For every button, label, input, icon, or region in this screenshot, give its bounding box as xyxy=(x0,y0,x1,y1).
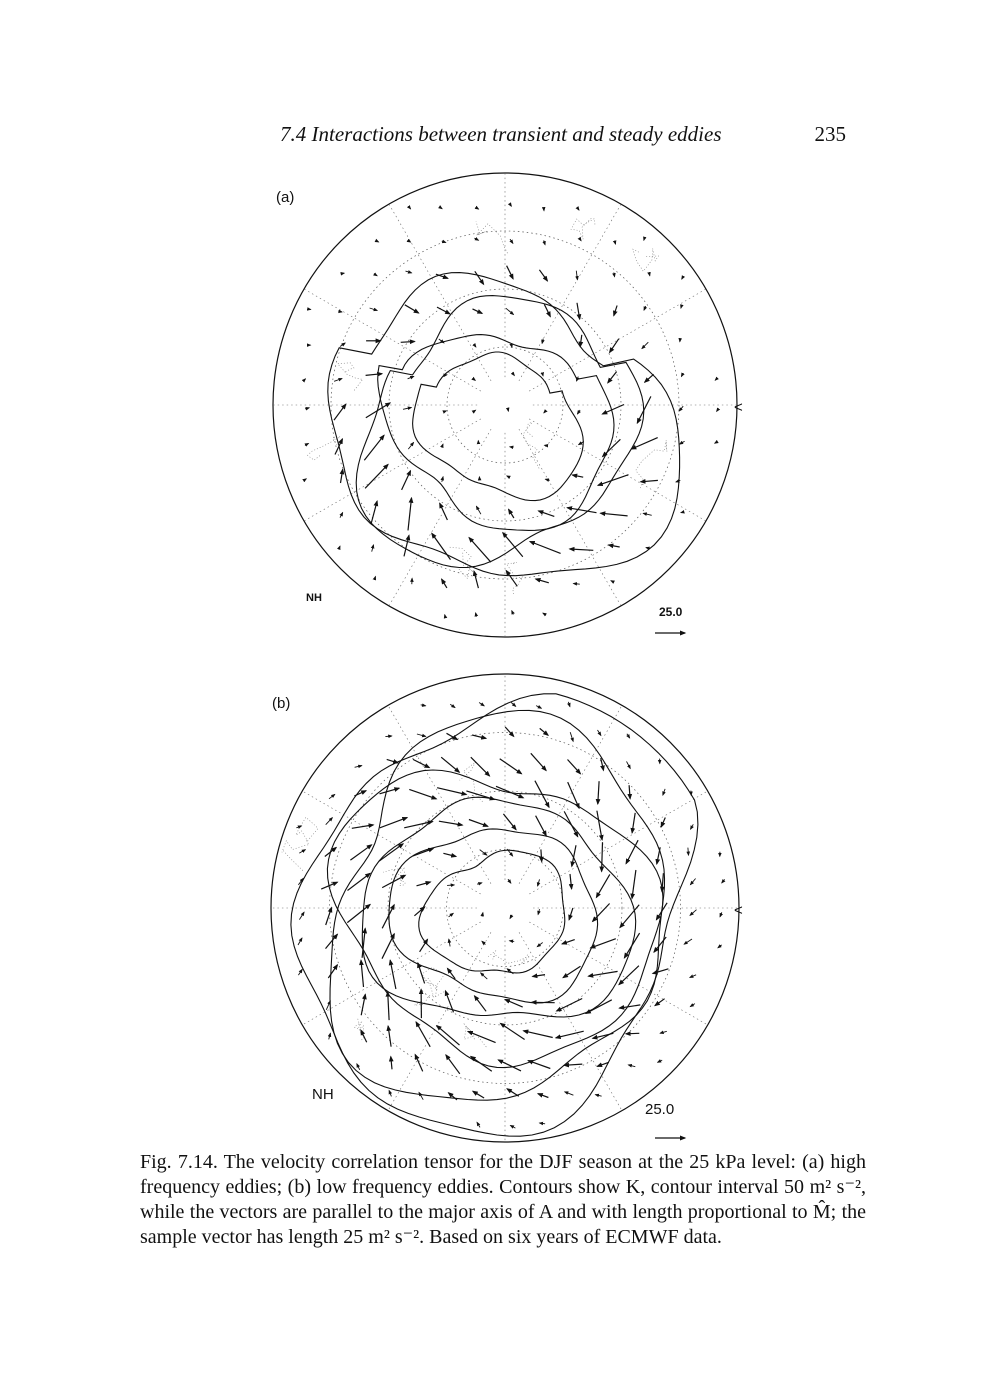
figure-caption xyxy=(140,1150,866,1250)
panel-a-coastlines xyxy=(308,218,667,594)
panel-b-scale-label: 25.0 xyxy=(645,1101,675,1118)
panel-a-vectors xyxy=(303,204,718,618)
panel-a-meridians xyxy=(273,173,737,637)
panel-a-map-boundary xyxy=(273,173,737,637)
panel-b-contours xyxy=(291,694,698,1136)
panel-a-scale-label: 25.0 xyxy=(659,605,683,619)
section-title: 7.4 Interactions between transient and steady eddies xyxy=(280,122,722,146)
panel-a-contours xyxy=(328,273,680,576)
panel-a-edge-marker: < xyxy=(734,399,743,416)
polar-map-panel-a xyxy=(0,170,1008,640)
panel-b-label: (b) xyxy=(272,695,291,712)
running-head xyxy=(280,122,846,152)
panel-b-vectors xyxy=(296,702,724,1128)
polar-map-panel-b xyxy=(0,672,1008,1144)
panel-a-label: (a) xyxy=(276,189,295,206)
panel-b-edge-marker: < xyxy=(734,902,743,919)
panel-a-hemisphere-label: NH xyxy=(306,592,322,604)
caption-text: Fig. 7.14. The velocity correlation tensor for the DJF season at the 25 kPa level: (a) high frequency eddies; (b) low frequency eddies. Contours show K, contour interval 50 m² s⁻², while the vectors are parallel to the major axis of A and with length proportional to M̂; the sample vector has length 25 m² s⁻². Based on six years of ECMWF data. xyxy=(140,1151,866,1248)
panel-b-coastlines xyxy=(282,762,530,1047)
page-number: 235 xyxy=(814,122,846,146)
panel-b-meridians xyxy=(271,674,739,1142)
panel-b-hemisphere-label: NH xyxy=(312,1086,334,1103)
